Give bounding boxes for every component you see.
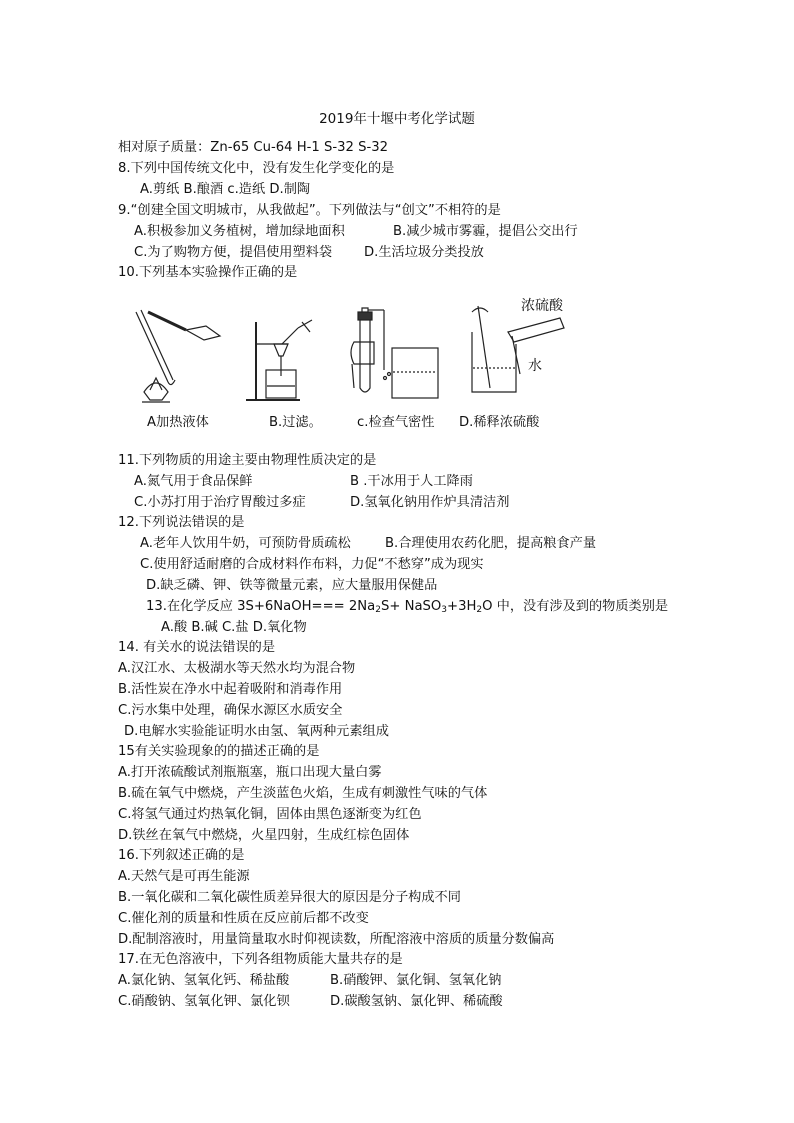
label-water: 水: [528, 358, 542, 374]
q15-option-d: D.铁丝在氧气中燃烧，火星四射，生成红棕色固体: [118, 828, 410, 843]
q13-sub-1: 2: [375, 605, 381, 615]
q17-option-c: C.硝酸钠、氢氧化钾、氯化钡: [118, 994, 290, 1009]
q10-option-a: A加热液体: [147, 415, 209, 430]
q14-stem: 14. 有关水的说法错误的是: [118, 640, 276, 655]
q9-option-a: A.积极参加义务植树，增加绿地面积: [134, 224, 345, 239]
q15-option-a: A.打开浓硫酸试剂瓶瓶塞，瓶口出现大量白雾: [118, 765, 382, 780]
q16-option-c: C.催化剂的质量和性质在反应前后都不改变: [118, 911, 369, 926]
q12-stem: 12.下列说法错误的是: [118, 515, 245, 530]
q8-options: A.剪纸 B.酿酒 c.造纸 D.制陶: [140, 182, 311, 197]
q12-option-d: D.缺乏磷、钾、铁等微量元素，应大量服用保健品: [146, 578, 438, 593]
dilution-figure: [472, 306, 564, 392]
q14-option-d: D.电解水实验能证明水由氢、氧两种元素组成: [124, 724, 389, 739]
q10-option-c: c.检查气密性: [357, 415, 435, 430]
q15-option-b: B.硫在氧气中燃烧，产生淡蓝色火焰，生成有刺激性气味的气体: [118, 786, 488, 801]
q16-option-d: D.配制溶液时，用量筒量取水时仰视读数，所配溶液中溶质的质量分数偏高: [118, 932, 555, 947]
q13-stem-mid-1: S+ NaSO: [380, 599, 442, 614]
q17-option-b: B.硝酸钾、氯化铜、氢氧化钠: [330, 973, 502, 988]
q16-option-a: A.天然气是可再生能源: [118, 869, 250, 884]
q13-stem-mid-2: +3H: [447, 599, 477, 614]
q8-stem: 8.下列中国传统文化中，没有发生化学变化的是: [118, 161, 395, 176]
q15-option-c: C.将氢气通过灼热氧化铜，固体由黑色逐渐变为红色: [118, 807, 422, 822]
q17-option-d: D.碳酸氢钠、氯化钾、稀硫酸: [330, 994, 503, 1009]
q13-stem: [146, 599, 668, 618]
q13-stem-post: O 中，没有涉及到的物质类别是: [482, 599, 669, 614]
page-title: 2019年十堰中考化学试题: [319, 111, 475, 127]
airtightness-figure: [351, 308, 438, 398]
q10-option-b: B.过滤。: [269, 415, 322, 430]
q16-stem: 16.下列叙述正确的是: [118, 848, 245, 863]
filtration-figure: [246, 320, 312, 400]
q11-option-b: B .干冰用于人工降雨: [350, 474, 473, 489]
q13-sub-3: 2: [476, 605, 483, 615]
q10-apparatus-figures: [128, 292, 588, 412]
q11-option-c: C.小苏打用于治疗胃酸过多症: [134, 495, 306, 510]
q9-option-c: C.为了购物方便，提倡使用塑料袋: [134, 245, 333, 260]
q13-sub-2: 3: [441, 605, 448, 615]
q13-stem-pre: 13.在化学反应 3S+6NaOH=== 2Na: [146, 599, 376, 614]
q10-option-d: D.稀释浓硫酸: [459, 415, 540, 430]
atomic-mass-line: 相对原子质量：Zn-65 Cu-64 H-1 S-32 S-32: [118, 140, 389, 155]
q9-option-b: B.减少城市雾霾，提倡公交出行: [393, 224, 578, 239]
heating-liquid-figure: [136, 310, 220, 402]
q15-stem: 15有关实验现象的的描述正确的是: [118, 744, 320, 759]
q11-option-d: D.氢氧化钠用作炉具清洁剂: [350, 495, 510, 510]
q12-option-c: C.使用舒适耐磨的合成材料作布料，力促“不愁穿”成为现实: [140, 557, 484, 572]
q11-option-a: A.氮气用于食品保鲜: [134, 474, 253, 489]
q12-option-a: A.老年人饮用牛奶，可预防骨质疏松: [140, 536, 351, 551]
label-concentrated-acid: 浓硫酸: [521, 298, 563, 314]
q9-stem: 9.“创建全国文明城市，从我做起”。下列做法与“创文”不相符的是: [118, 203, 501, 218]
q17-option-a: A.氯化钠、氢氧化钙、稀盐酸: [118, 973, 290, 988]
q9-option-d: D.生活垃圾分类投放: [364, 245, 484, 260]
q13-options: A.酸 B.碱 C.盐 D.氧化物: [161, 620, 307, 635]
q17-stem: 17.在无色溶液中，下列各组物质能大量共存的是: [118, 952, 403, 967]
q14-option-a: A.汉江水、太极湖水等天然水均为混合物: [118, 661, 356, 676]
q10-stem: 10.下列基本实验操作正确的是: [118, 265, 298, 280]
q16-option-b: B.一氧化碳和二氧化碳性质差异很大的原因是分子构成不同: [118, 890, 461, 905]
q14-option-c: C.污水集中处理，确保水源区水质安全: [118, 703, 343, 718]
q11-stem: 11.下列物质的用途主要由物理性质决定的是: [118, 453, 377, 468]
q14-option-b: B.活性炭在净水中起着吸附和消毒作用: [118, 682, 343, 697]
q12-option-b: B.合理使用农药化肥，提高粮食产量: [385, 536, 597, 551]
